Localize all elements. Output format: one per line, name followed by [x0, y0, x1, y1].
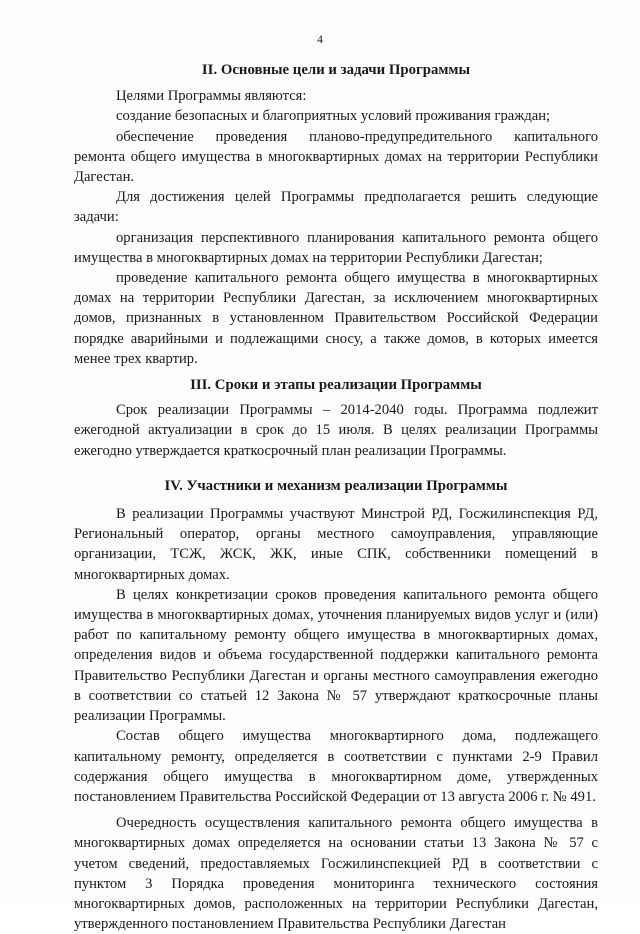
section-participants [74, 476, 598, 934]
paragraph: Очередность осуществления капитального ремонта общего имущества в многоквартирных домах определяется на основании статьи 13 Закона № 57 с учетом сведений, предоставляемых Госжилинспекцией РД в соответствии с пунктом 3 Порядка проведения мониторинга технического состояния многоквартирных домов, расположенных на территории Республики Дагестан, утвержденного постановлением Правительства Республики Дагестан [74, 815, 598, 933]
paragraph: обеспечение проведения планово-предупредительного капитального ремонта общего имущества в многоквартирных домах на территории Республики Дагестан. [74, 128, 598, 186]
paragraph: Срок реализации Программы – 2014-2040 годы. Программа подлежит ежегодной актуализации в срок до 15 июля. В целях реализации Программы ежегодно утверждается краткосрочный план реализации Программы. [74, 402, 598, 459]
paragraph: Состав общего имущества многоквартирного дома, подлежащего капитальному ремонту, определяется в соответствии с пунктами 2-9 Правил содержания общего имущества в многоквартирном доме, утвержденных постановлением Правительства Российской Федерации от 13 августа 2006 г. № 491. [74, 728, 598, 805]
paragraph: организация перспективного планирования капитального ремонта общего имущества в многоквартирных домах на территории Республики Дагестан; [74, 229, 598, 266]
section-goals [74, 60, 598, 369]
paragraph: Целями Программы являются: [116, 88, 307, 105]
section-timeline-body [74, 400, 598, 461]
section-title-participants: IV. Участники и механизм реализации Программы [164, 477, 508, 494]
page-content [74, 60, 598, 934]
section-title-goals: II. Основные цели и задачи Программы [201, 62, 471, 78]
section-goals-body [74, 86, 598, 369]
paragraph: В реализации Программы участвуют Минстрой РД, Госжилинспекция РД, Региональный оператор, органы местного самоуправления, управляющие организации, ТСЖ, ЖСК, ЖК, иные СПК, собственники помещений в многоквартирных домах. [74, 506, 598, 583]
paragraph: создание безопасных и благоприятных условий проживания граждан; [116, 108, 551, 125]
paragraph: проведение капитального ремонта общего имущества в многоквартирных домах на территории Республики Дагестан, за исключением многоквартирных домов, признанных в установленном Правительством Российской Федерации порядке аварийными и подлежащими сносу, а также домов, в которых имеется менее трех квартир. [74, 270, 598, 367]
section-timeline [74, 375, 598, 461]
section-title-timeline: III. Сроки и этапы реализации Программы [190, 377, 482, 394]
paragraph: В целях конкретизации сроков проведения капитального ремонта общего имущества в многоквартирных домах, уточнения планируемых видов услуг и (или) работ по капитальному ремонту общего имущества в многоквартирных домах, определения видов и объема государственной поддержки капитального ремонта Правительство Республики Дагестан и органы местного самоуправления ежегодно в соответствии со статьей 12 Закона № 57 утверждают краткосрочные планы реализации Программы. [74, 586, 598, 725]
page-number: 4 [317, 34, 323, 46]
paragraph: Для достижения целей Программы предполагается решить следующие задачи: [74, 189, 598, 226]
section-participants-body [74, 504, 598, 934]
